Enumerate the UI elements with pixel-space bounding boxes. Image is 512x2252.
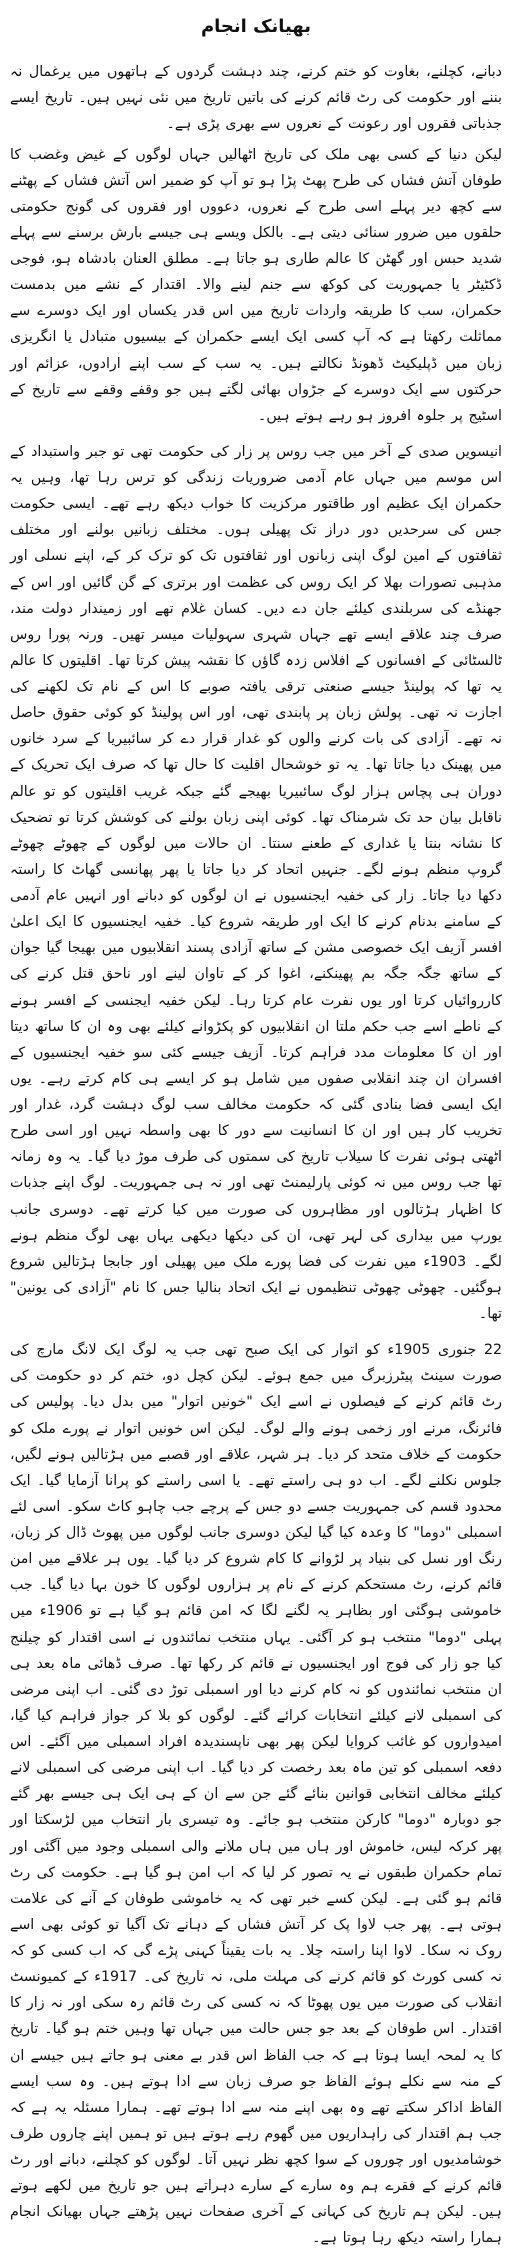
article-paragraph-4: 22 جنوری 1905ء کو اتوار کی ایک صبح تھی جب یہ لوگ ایک لانگ مارچ کی صورت سینٹ پیٹرزبرگ میں جمع ہوئے۔ لیکن کچل دو، ختم کر دو حکومت کی رٹ قائم کرنے کے فیصلوں نے اسے ایک "خونیں اتوار" میں بدل دیا۔ پولیس کی فائرنگ، مرنے اور زخمی ہونے والے لوگ۔ لیکن اس خونیں اتوار نے پورے ملک کو حکومت کے خلاف متحد کر دیا۔ ہر شہر، علاقے اور قصبے میں ہڑتالیں ہونے لگیں، جلوس نکلنے لگے۔ اب دو ہی راستے تھے۔ یا اسی راستے کو پرانا آزمایا گیا۔ ایک محدود قسم کی جمہوریت جسے دو جس کے پرچے جب چاہو کاٹ سکو۔ اسی لئے اسمبلی "دوما" کا وعدہ کیا گیا لیکن دوسری جانب لوگوں میں پھوٹ ڈال کر زبان، رنگ اور نسل کی بنیاد پر لڑوانے کا کام شروع کر دیا گیا۔ یوں ہر علاقے میں امن قائم کرنے، رٹ مستحکم کرنے کے نام پر ہزاروں لوگوں کا خون بہا دیا گیا۔ جب خاموشی ہوگئی اور بظاہر یہ لگنے لگا کہ امن قائم ہو گیا ہے تو 1906ء میں پہلی "دوما" منتخب ہو کر آگئی۔ یہاں منتخب نمائندوں نے اسی اقتدار کو چیلنج کیا جو زار کی فوج اور ایجنسیوں نے قائم کر رکھا تھا۔ صرف ڈھائی ماہ بعد ہی ان منتخب نمائندوں کو نہ کام کرنے دیا اور اسمبلی توڑ دی گئی۔ اب اپنی مرضی کی اسمبلی لانے کیلئے انتخابات کرائے گئے۔ لوگوں کو بلا کر جواز فراہم کیا گیا، امیدواروں کو غائب کروایا لیکن پھر بھی ناپسندیدہ افراد اسمبلی میں آگئے۔ اس دفعہ اسمبلی کو تین ماہ بعد رخصت کر دیا گیا۔ اب اپنی مرضی کی اسمبلی لانے کیلئے مخالف انتخابی قوانین بنائے گئے جن سے ان کے ہی ایک ہی جیسے بھر گئے جو دوبارہ "دوما" کارکن منتخب ہو جائے۔ وہ تیسری بار انتخاب میں لڑسکتا اور پھر کرکہ لیس، خاموش اور ہاں میں ہاں ملانے والی اسمبلی وجود میں آگئی اور تمام حکمران طبقوں نے یہ تصور کر لیا کہ اب امن ہو گیا ہے۔ حکومت کی رٹ قائم ہو گئی ہے۔ لیکن کسے خبر تھی کہ یہ خاموشی طوفان کے آنے کی علامت ہوتی ہے۔ پھر جب لاوا پک کر آتش فشاں کے دہانے تک آگیا تو کوئی بھی اسے روک نہ سکا۔ لاوا اپنا راستہ چلا۔ یہ بات یقیناً کہنی پڑے گی کہ اب کسی کو کہ نہ کسی کورٹ کو قائم کرنے کی مہلت ملی، نہ تاریخ کی۔ 1917ء کے کمیونسٹ انقلاب کی صورت میں یوں پھوٹا کہ نہ کسی کی رٹ قائم رہ سکی اور نہ زار کا اقتدار۔ اس طوفان کے بعد جو جس حالت میں جہاں تھا وہیں ختم ہو گیا۔ تاریخ کا یہ لمحہ ایسا ہوتا ہے کہ جب الفاظ اس قدر بے معنی ہو جاتے ہیں جیسے ان کے منہ سے نکلے ہوئے الفاظ جو صرف زبان سے ادا ہوتے ہیں۔ وہ سب ایسے الفاظ اداکر سکتے تھے وہ بھی اپنے منہ سے ادا ہوتے تھے۔ ہمارا مسئلہ یہ ہے کہ جب ہم اقتدار کی راہداریوں میں گھوم رہے ہوتے ہیں تو ہمیں اپنے چاروں طرف خوشامدیوں اور چوروں کے سوا کچھ نظر نہیں آتا۔ لوگوں کو کچلنے، دبانے اور رٹ قائم کرنے کے فقرے ہم وہ سارے کے سارے دہراتے ہیں جو تاریخ میں لکھے ہوتے ہیں۔ لیکن ہم تاریخ کی کہانی کے آخری صفحات نہیں پڑھتے جہاں بھیانک انجام ہمارا راستہ دیکھ رہا ہوتا ہے۔ [10,1342,503,2247]
article-paragraph-2: لیکن دنیا کے کسی بھی ملک کی تاریخ اٹھالیں جہاں لوگوں کے غیض وغضب کا طوفان آتش فشاں کی طرح پھٹ پڑا ہو تو آپ کو ضمیر اس آتش فشاں کے پھٹنے سے کچھ دیر پہلے اسی طرح کے نعروں، دعووں اور فقروں کی گونج حکومتی حلقوں میں ضرور سنائی دیتی ہے۔ بالکل ویسے ہی جیسے بارش برسنے سے پہلے شدید حبس اور گھٹن کا عالم طاری ہو جاتا ہے۔ مطلق العنان بادشاہ ہو، فوجی ڈکٹیٹر یا جمہوریت کی کوکھ سے جنم لینے والا۔ اقتدار کے نشے میں بدمست حکمران، سب کا طریقہ واردات تاریخ میں اس قدر یکساں اور ایک دوسرے سے مماثلت رکھتا ہے کہ آپ کسی ایک ایسے حکمران کے بیسیوں متبادل یا انگریزی زبان میں ڈپلیکیٹ ڈھونڈ نکالتے ہیں۔ یہ سب کے سب اپنے ارادوں، عزائم اور حرکتوں سے ایک دوسرے کے جڑواں بھائی لگتے ہیں جو وقفے وقفے سے تاریخ کے اسٹیج پر جلوہ افروز ہو رہے ہوتے ہیں۔ [10,146,502,424]
article-paragraph-3: انیسویں صدی کے آخر میں جب روس پر زار کی حکومت تھی تو جبر واستبداد کے اس موسم میں جہاں عام آدمی ضروریات زندگی کو ترس رہا تھا، وہیں یہ حکمران ایک عظیم اور طاقتور مرکزیت کا خواب دیکھ رہے تھے۔ ایسی حکومت جس کی سرحدیں دور دراز تک پھیلی ہوں۔ مختلف زبانیں بولنے اور مختلف ثقافتوں کے امین لوگ اپنی زبانوں اور ثقافتوں تک کو ترک کر کے، اپنے نسلی اور مذہبی تصورات بھلا کر ایک روس کی عظمت اور برتری کے گن گائیں اور اس کے جھنڈے کی سربلندی کیلئے جان دے دیں۔ کسان غلام تھے اور زمیندار دولت مند، صرف چند علاقے ایسے تھے جہاں شہری سہولیات میسر تھیں۔ ورنہ پورا روس ٹالسٹائی کے افسانوں کے افلاس زدہ گاؤں کا نقشہ پیش کرتا تھا۔ اقلیتوں کا عالم یہ تھا کہ پولینڈ جیسے صنعتی ترقی یافتہ صوبے کا اس کے نام تک لکھنے کی اجازت نہ تھی۔ پولش زبان پر پابندی تھی، اور اس پولینڈ کو کوئی حقوق حاصل نہ تھے۔ آزادی کی بات کرنے والوں کو غدار قرار دے کر سائبیریا کے سرد خانوں میں پھینک دیا جاتا تھا۔ یہ تو خوشحال اقلیت کا حال تھا کہ صرف ایک تحریک کے دوران ہی پچاس ہزار لوگ سائبیریا بھیجے گئے جبکہ غریب اقلیتوں کو تو عالم ناقابل بیان حد تک شرمناک تھا۔ کوئی اپنی زبان بولنے کی کوشش کرتا تو تضحیک کا نشانہ بنتا یا غداری کے طعنے سنتا۔ ان حالات میں لوگوں کے چھوٹے چھوٹے گروپ منظم ہونے لگے۔ جنہیں اتحاد کر دیا جاتا یا پھر پھانسی گھاٹ کا راستہ دکھا دیا جاتا۔ زار کی خفیہ ایجنسیوں نے ان لوگوں کو دبانے اور انہیں عام آدمی کے سامنے بدنام کرنے کا ایک اور طریقہ شروع کیا۔ خفیہ ایجنسیوں کا ایک اعلیٰ افسر آزیف ایک خصوصی مشن کے ساتھ آزادی پسند انقلابیوں میں بھیجا گیا جوان کے ساتھ جگہ جگہ بم پھینکنے، اغوا کر کے تاوان لینے اور ناحق قتل کرنے کی کارروائیاں کرتا اور یوں نفرت عام کرتا رہا۔ لیکن خفیہ ایجنسی کے افسر ہونے کے ناطے اسے جب حکم ملتا ان انقلابیوں کو پکڑوانے کیلئے بھی وہ ان کا ساتھ دیتا اور ان کا معلومات مدد فراہم کرتا۔ آزیف جیسے کئی سو خفیہ ایجنسیوں کے افسران ان چند انقلابی صفوں میں شامل ہو کر ایسے ہی کام کرتے رہے۔ یوں ایک ایسی فضا بنادی گئی کہ حکومت مخالف سب لوگ دہشت گرد، غدار اور تخریب کار ہیں اور ان کا انسانیت سے دور کا بھی واسطہ نہیں اور اسی طرح اٹھتی ہوئی نفرت کا سیلاب تاریخ کی سمتوں کی طرف موڑ دیا گیا۔ یہ وہ زمانہ تھا جب روس میں نہ کوئی پارلیمنٹ تھی اور نہ ہی جمہوریت۔ لوگ اپنے جذبات کا اظہار ہڑتالوں اور مظاہروں کی صورت میں کیا کرتے تھے۔ دوسری جانب یورپ میں بیداری کی لہر تھی، ان کی دیکھا دیکھی یہاں بھی لوگ منظم ہونے لگے۔ 1903ء میں نفرت کی فضا پورے ملک میں پھیلی اور جابجا ہڑتالیں شروع ہوگئیں۔ چھوٹی چھوٹی تنظیموں نے ایک اتحاد بنالیا جس کا نام "آزادی کی یونین" تھا۔ [10,443,502,1323]
article-title: بھیانک انجام [200,16,312,37]
article-paragraph-1: دبانے، کچلنے، بغاوت کو ختم کرنے، چند دہشت گردوں کے ہاتھوں میں یرغمال نہ بننے اور حکومت کی رٹ قائم کرنے کی باتیں تاریخ میں نئی نہیں ہیں۔ تاریخ ایسے جذباتی فقروں اور رعونت کے نعروں سے بھری پڑی ہے۔ [10,64,502,133]
